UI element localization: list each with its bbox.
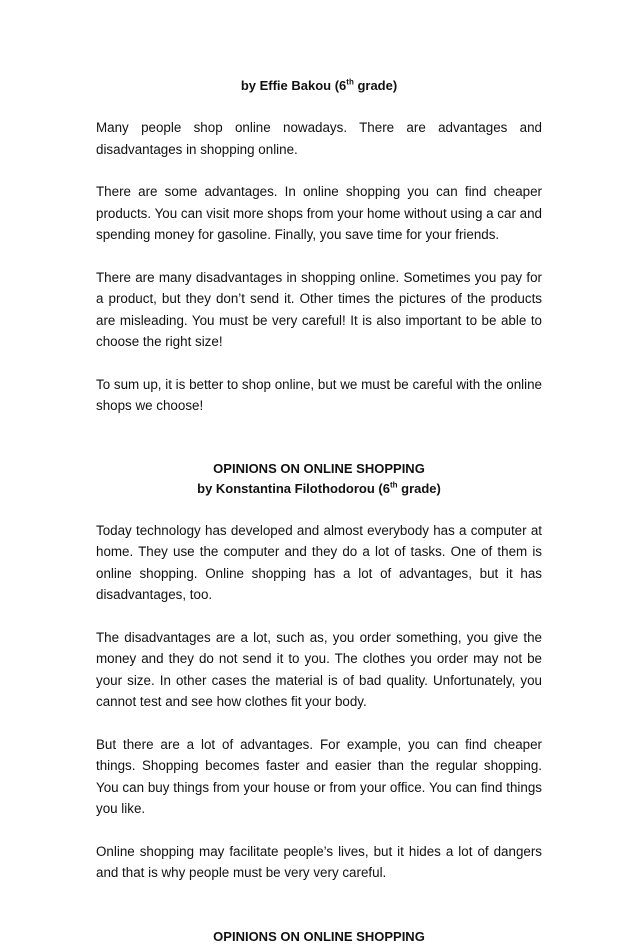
article2-byline-suffix: grade) [397, 480, 441, 496]
article1-paragraph: There are some advantages. In online shopping you can find cheaper products. You can visit more shops from your home without using a car and spending money for gasoline. Finally, you save time for your friends. [96, 184, 542, 242]
article1-byline [96, 76, 542, 96]
article2-paragraph: The disadvantages are a lot, such as, you order something, you give the money and they do not send it to you. The clothes you order may not be your size. In other cases the material is of bad quality. Unfortunately, you cannot test and see how clothes fit your body. [96, 629, 542, 709]
article1-paragraph: To sum up, it is better to shop online, but we must be careful with the online shops we choose! [96, 376, 542, 413]
article1-byline-prefix: by Effie Bakou (6 [240, 78, 347, 93]
article1-paragraph: There are many disadvantages in shopping online. Sometimes you pay for a product, but they don’t send it. Other times the pictures of the products are misleading. You must be very careful! It is also important to be able to choose the right size! [96, 269, 542, 349]
article2-byline [96, 479, 542, 499]
article2-byline-sup: th [389, 480, 398, 490]
article1-byline-sup: th [346, 77, 354, 87]
article2-paragraph: Today technology has developed and almost everybody has a computer at home. They use the computer and they do a lot of tasks. One of them is online shopping. Online shopping has a lot of advantages, but it has disadvantages, too. [96, 522, 542, 602]
article2-paragraph: But there are a lot of advantages. For example, you can find cheaper things. Shopping becomes faster and easier than the regular shopping. You can buy things from your house or from your office. You can find things you like. [96, 736, 542, 816]
article1-paragraph: Many people shop online nowadays. There are advantages and disadvantages in shopping online. [96, 120, 542, 157]
article2-paragraph: Online shopping may facilitate people’s lives, but it hides a lot of dangers and that is why people must be very very careful. [96, 843, 542, 880]
article3-title: OPINIONS ON ONLINE SHOPPING [213, 928, 425, 944]
document-page [96, 76, 542, 947]
article2-byline-prefix: by Konstantina Filothodorou (6 [197, 480, 390, 496]
article2-title: OPINIONS ON ONLINE SHOPPING [213, 460, 425, 476]
article1-byline-suffix: grade) [353, 78, 398, 93]
